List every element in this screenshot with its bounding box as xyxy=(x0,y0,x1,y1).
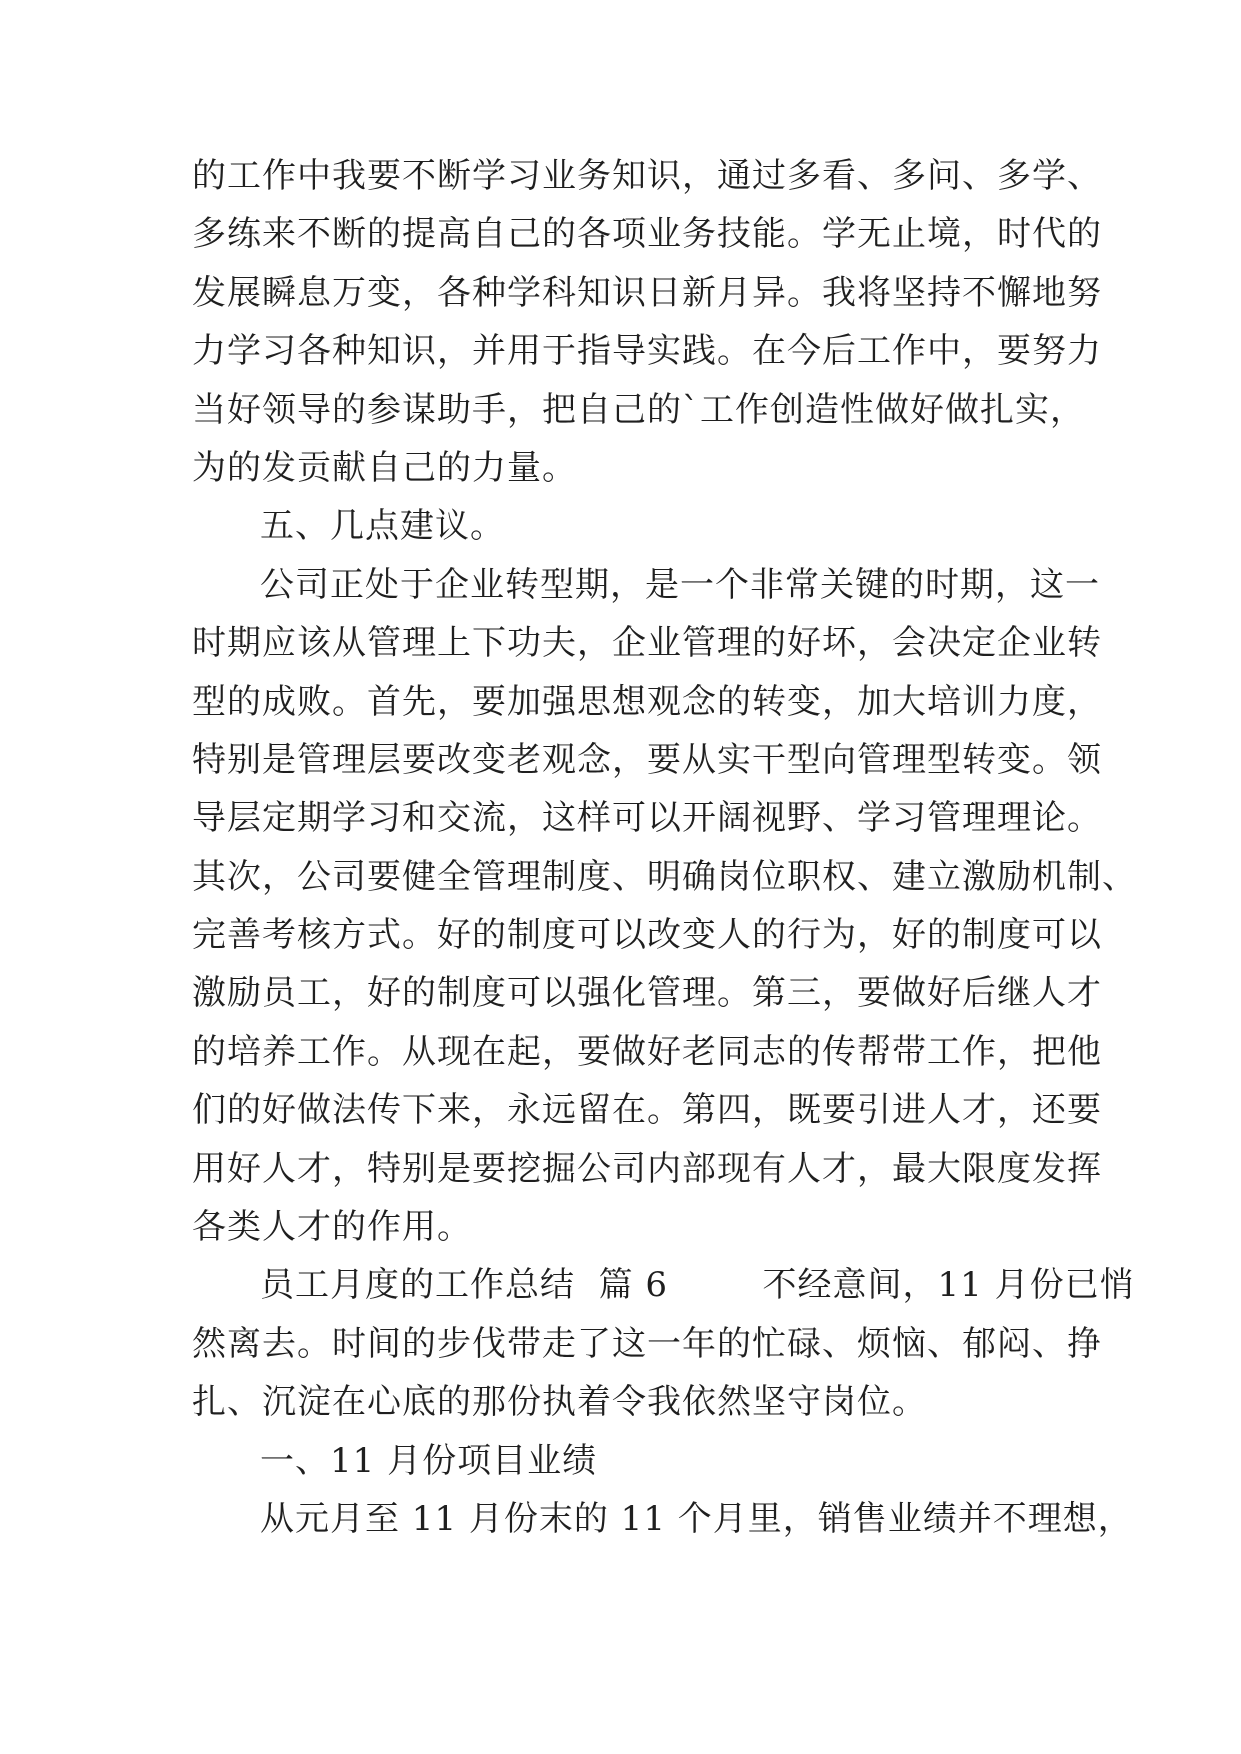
text-line: 多练来不断的提高自己的各项业务技能。学无止境，时代的 xyxy=(192,214,1102,255)
text-line: 时期应该从管理上下功夫，企业管理的好坏，会决定企业转 xyxy=(192,623,1102,664)
text-line: 激励员工，好的制度可以强化管理。第三，要做好后继人才 xyxy=(192,973,1102,1014)
text-line: 用好人才，特别是要挖掘公司内部现有人才，最大限度发挥 xyxy=(192,1148,1102,1189)
paragraph-start: 公司正处于企业转型期，是一个非常关键的时期，这一 xyxy=(260,564,1100,605)
text-line: 当好领导的参谋助手，把自己的`工作创造性做好做扎实， xyxy=(192,389,1085,430)
text-line: 为的发贡献自己的力量。 xyxy=(192,447,577,488)
text-line: 然离去。时间的步伐带走了这一年的忙碌、烦恼、郁闷、挣 xyxy=(192,1323,1102,1364)
section-heading: 五、几点建议。 xyxy=(260,506,505,547)
text-line: 扎、沉淀在心底的那份执着令我依然坚守岗位。 xyxy=(192,1382,927,1423)
text-line: 特别是管理层要改变老观念，要从实干型向管理型转变。领 xyxy=(192,739,1102,780)
text-line: 力学习各种知识，并用于指导实践。在今后工作中，要努力 xyxy=(192,331,1102,372)
text-line: 完善考核方式。好的制度可以改变人的行为，好的制度可以 xyxy=(192,915,1102,956)
text-line: 型的成败。首先，要加强思想观念的转变，加大培训力度， xyxy=(192,681,1102,722)
text-line: 的培养工作。从现在起，要做好老同志的传帮带工作，把他 xyxy=(192,1031,1102,1072)
text-line: 其次，公司要健全管理制度、明确岗位职权、建立激励机制、 xyxy=(192,856,1137,897)
section-heading: 一、11 月份项目业绩 xyxy=(260,1440,598,1481)
paragraph-start: 从元月至 11 月份末的 11 个月里，销售业绩并不理想， xyxy=(260,1498,1133,1539)
text-line: 的工作中我要不断学习业务知识，通过多看、多问、多学、 xyxy=(192,156,1102,196)
document-body xyxy=(192,147,1137,1548)
text-line: 发展瞬息万变，各种学科知识日新月异。我将坚持不懈地努 xyxy=(192,272,1102,313)
text-line: 们的好做法传下来，永远留在。第四，既要引进人才，还要 xyxy=(192,1090,1102,1131)
article-title-line: 员工月度的工作总结 篇 6 不经意间，11 月份已悄 xyxy=(260,1265,1135,1306)
text-line: 导层定期学习和交流，这样可以开阔视野、学习管理理论。 xyxy=(192,798,1102,839)
text-line: 各类人才的作用。 xyxy=(192,1207,472,1248)
